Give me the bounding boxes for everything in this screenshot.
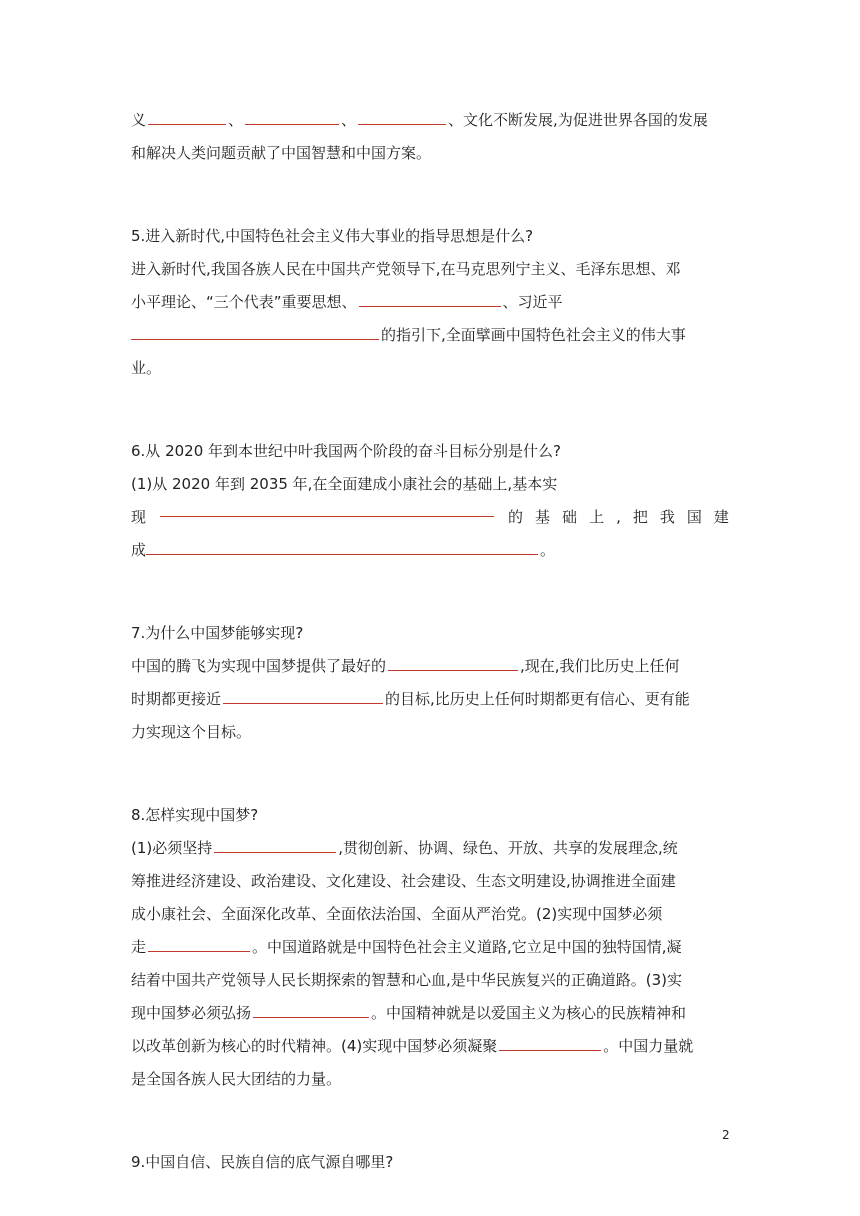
page-number: 2	[722, 1128, 730, 1142]
text: 走	[131, 938, 147, 956]
question-7: 7.为什么中国梦能够实现?	[131, 624, 304, 642]
document-body	[131, 104, 729, 1179]
text: 小平理论、“三个代表”重要思想、	[131, 293, 357, 311]
answer-blank[interactable]	[160, 501, 494, 517]
section4-line-2: 和解决人类问题贡献了中国智慧和中国方案。	[131, 144, 432, 162]
text: 成	[131, 541, 147, 559]
text: 时期都更接近	[131, 690, 222, 708]
text: 。中国力量就	[603, 1037, 694, 1055]
q5-line-2	[131, 286, 729, 319]
answer-blank[interactable]	[359, 291, 501, 307]
q8-line-4	[131, 931, 729, 964]
answer-blank[interactable]	[223, 688, 383, 704]
text: 现中国梦必须弘扬	[131, 1004, 252, 1022]
q5-line-4: 业。	[131, 359, 162, 377]
answer-blank[interactable]	[148, 109, 226, 125]
q8-line-6	[131, 997, 729, 1030]
text: 以改革创新为核心的时代精神。(4)实现中国梦必须凝聚	[131, 1037, 498, 1055]
q8-line-1	[131, 832, 729, 865]
answer-blank[interactable]	[131, 324, 379, 340]
answer-blank[interactable]	[146, 539, 538, 555]
question-9: 9.中国自信、民族自信的底气源自哪里?	[131, 1153, 394, 1171]
q8-line-7	[131, 1030, 729, 1063]
text: 、	[341, 111, 357, 129]
text: 的目标,比历史上任何时期都更有信心、更有能	[385, 690, 690, 708]
text: 。中国精神就是以爱国主义为核心的民族精神和	[371, 1004, 687, 1022]
q8-line-3: 成小康社会、全面深化改革、全面依法治国、全面从严治党。(2)实现中国梦必须	[131, 905, 663, 923]
q6-line-3	[131, 534, 729, 567]
text: ,	[616, 508, 621, 526]
text: 基	[535, 508, 551, 526]
question-8: 8.怎样实现中国梦?	[131, 806, 259, 824]
section4-line-1	[131, 104, 729, 137]
q7-line-1	[131, 650, 729, 683]
text: 的指引下,全面擘画中国特色社会主义的伟大事	[381, 326, 686, 344]
question-6: 6.从 2020 年到本世纪中叶我国两个阶段的奋斗目标分别是什么?	[131, 442, 561, 460]
question-5: 5.进入新时代,中国特色社会主义伟大事业的指导思想是什么?	[131, 227, 534, 245]
text: 础	[562, 508, 578, 526]
answer-blank[interactable]	[148, 936, 250, 952]
answer-blank[interactable]	[358, 109, 446, 125]
text: 。中国道路就是中国特色社会主义道路,它立足中国的独特国情,凝	[252, 938, 682, 956]
q8-line-2: 筹推进经济建设、政治建设、文化建设、社会建设、生态文明建设,协调推进全面建	[131, 872, 676, 890]
text: 国	[686, 508, 702, 526]
text: 中国的腾飞为实现中国梦提供了最好的	[131, 657, 387, 675]
text: 、	[228, 111, 244, 129]
q7-line-2	[131, 683, 729, 716]
text: (1)必须坚持	[131, 839, 213, 857]
text: 把	[632, 508, 648, 526]
text: 。	[540, 541, 556, 559]
q7-line-3: 力实现这个目标。	[131, 723, 252, 741]
text: ,现在,我们比历史上任何	[520, 657, 680, 675]
text: 义	[131, 111, 147, 129]
text: 现	[131, 508, 147, 526]
text: 、文化不断发展,为促进世界各国的发展	[448, 111, 708, 129]
answer-blank[interactable]	[214, 837, 336, 853]
answer-blank[interactable]	[388, 655, 518, 671]
answer-blank[interactable]	[499, 1035, 601, 1051]
text: 的	[508, 508, 524, 526]
answer-blank[interactable]	[253, 1002, 369, 1018]
answer-blank[interactable]	[245, 109, 339, 125]
q5-line-1: 进入新时代,我国各族人民在中国共产党领导下,在马克思列宁主义、毛泽东思想、邓	[131, 260, 681, 278]
q6-line-2	[131, 501, 729, 534]
text: 上	[589, 508, 605, 526]
text: ,贯彻创新、协调、绿色、开放、共享的发展理念,统	[338, 839, 678, 857]
q6-line-1: (1)从 2020 年到 2035 年,在全面建成小康社会的基础上,基本实	[131, 475, 558, 493]
q8-line-8: 是全国各族人民大团结的力量。	[131, 1070, 342, 1088]
text: 、习近平	[502, 293, 563, 311]
q5-line-3	[131, 319, 729, 352]
q8-line-5: 结着中国共产党领导人民长期探索的智慧和心血,是中华民族复兴的正确道路。(3)实	[131, 971, 683, 989]
text: 我	[659, 508, 675, 526]
text: 建	[713, 508, 729, 526]
